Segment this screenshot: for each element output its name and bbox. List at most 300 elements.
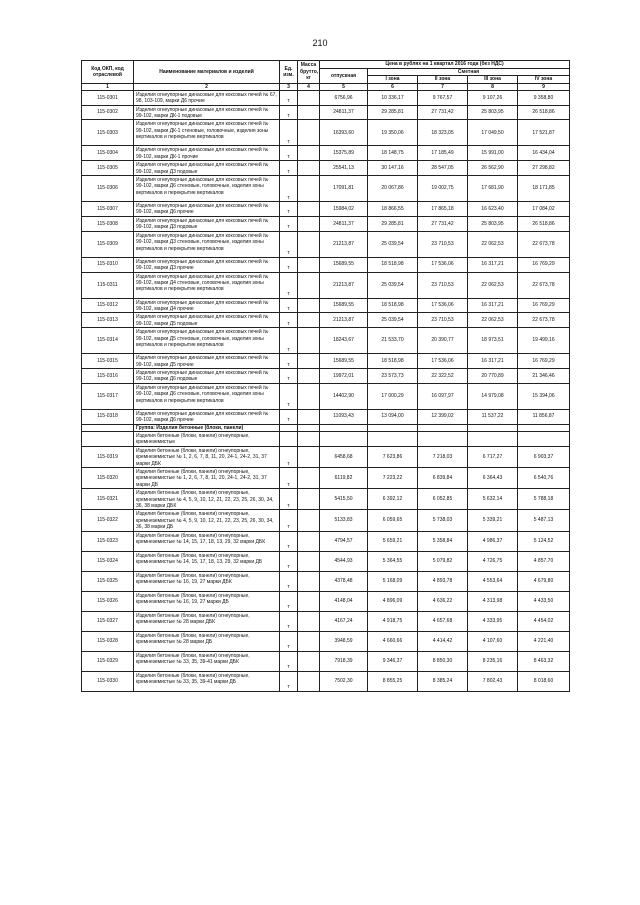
row-name: Изделия бетонные (блоки, панели) огнеупорные, кремнеземистые № 28 марки ДБ bbox=[134, 631, 280, 651]
row-zone4-price: 19 499,16 bbox=[518, 328, 570, 354]
row-mass bbox=[298, 591, 320, 611]
row-code: 115-0310 bbox=[82, 257, 134, 272]
row-name: Изделия огнеупорные динасовые для коксовых печей № 99-102, марки Д4 прочие bbox=[134, 298, 280, 313]
row-release-price: 5415,50 bbox=[320, 489, 368, 510]
row-unit: т bbox=[280, 328, 298, 354]
row-name: Изделия огнеупорные динасовые для коксовых печей № 99-102, марки Д3 подовые bbox=[134, 161, 280, 176]
row-zone1-price: 4 918,75 bbox=[368, 611, 418, 631]
row-mass bbox=[298, 257, 320, 272]
row-zone4-price: 11 856,87 bbox=[518, 409, 570, 424]
row-zone4-price: 16 434,04 bbox=[518, 146, 570, 161]
table-row bbox=[82, 231, 570, 257]
row-unit: т bbox=[280, 90, 298, 105]
row-mass bbox=[298, 90, 320, 105]
row-unit: т bbox=[280, 161, 298, 176]
row-zone4-price: 26 518,86 bbox=[518, 105, 570, 120]
row-mass bbox=[298, 631, 320, 651]
group-title: Группа: Изделия бетонные (блоки, панели) bbox=[134, 424, 280, 431]
row-name: Изделия бетонные (блоки, панели) огнеупорные, кремнеземистые № 1, 2, 6, 7, 8, 11, 20, 24-1, 24-2, 31, 37 марки ДБ bbox=[134, 468, 280, 489]
row-zone2-price: 17 185,49 bbox=[418, 146, 468, 161]
header-zone-4: IV зона bbox=[518, 76, 570, 83]
row-zone2-price: 4 657,68 bbox=[418, 611, 468, 631]
table-row bbox=[82, 313, 570, 328]
row-code: 115-0317 bbox=[82, 383, 134, 409]
row-release-price: 4794,57 bbox=[320, 531, 368, 551]
row-zone3-price: 16 623,40 bbox=[468, 202, 518, 217]
row-zone4-price: 17 084,02 bbox=[518, 202, 570, 217]
group-intro-row bbox=[82, 431, 570, 446]
row-release-price: 4148,04 bbox=[320, 591, 368, 611]
row-zone4-price: 21 346,46 bbox=[518, 368, 570, 383]
row-release-price: 14402,90 bbox=[320, 383, 368, 409]
row-unit: т bbox=[280, 383, 298, 409]
row-unit: т bbox=[280, 120, 298, 146]
row-name: Изделия огнеупорные динасовые для коксовых печей № 99-102, марки Д6 стеновые, головочные, изделия зоны вертикалов и перекрытие вертикалов bbox=[134, 383, 280, 409]
row-name: Изделия огнеупорные динасовые для коксовых печей № 99-102, марки Д6 подовые bbox=[134, 368, 280, 383]
table-row bbox=[82, 161, 570, 176]
row-zone4-price: 5 788,18 bbox=[518, 489, 570, 510]
header-name: Наименование материалов и изделий bbox=[134, 61, 280, 84]
row-zone4-price: 4 221,40 bbox=[518, 631, 570, 651]
column-number: 8 bbox=[468, 83, 518, 90]
row-name: Изделия огнеупорные динасовые для коксовых печей № 99-102, марки Д6 прочие bbox=[134, 409, 280, 424]
row-code: 115-0302 bbox=[82, 105, 134, 120]
row-code: 115-0329 bbox=[82, 651, 134, 671]
row-zone2-price: 27 731,42 bbox=[418, 105, 468, 120]
row-mass bbox=[298, 671, 320, 691]
row-code: 115-0318 bbox=[82, 409, 134, 424]
row-zone1-price: 18 518,98 bbox=[368, 298, 418, 313]
row-zone4-price: 6 903,37 bbox=[518, 446, 570, 467]
row-code: 115-0323 bbox=[82, 531, 134, 551]
column-number: 1 bbox=[82, 83, 134, 90]
row-zone3-price: 4 313,98 bbox=[468, 591, 518, 611]
row-name: Изделия бетонные (блоки, панели) огнеупорные, кремнеземистые № 1, 2, 6, 7, 8, 11, 20, 24-1, 24-2, 31, 37 марки ДБК bbox=[134, 446, 280, 467]
row-code: 115-0321 bbox=[82, 489, 134, 510]
row-code: 115-0301 bbox=[82, 90, 134, 105]
row-name: Изделия бетонные (блоки, панели) огнеупорные, кремнеземистые № 33, 35, 39-41 марки ДБК bbox=[134, 651, 280, 671]
row-zone3-price: 22 062,53 bbox=[468, 231, 518, 257]
group-intro: Изделия бетонные (блоки, панели) огнеупорные, кремнеземистые bbox=[134, 431, 280, 446]
row-zone2-price: 23 710,53 bbox=[418, 272, 468, 298]
row-zone4-price: 4 679,80 bbox=[518, 571, 570, 591]
row-unit: т bbox=[280, 176, 298, 202]
row-mass bbox=[298, 551, 320, 571]
row-code: 115-0311 bbox=[82, 272, 134, 298]
table-row bbox=[82, 328, 570, 354]
row-release-price: 6458,68 bbox=[320, 446, 368, 467]
row-mass bbox=[298, 313, 320, 328]
row-zone3-price: 26 562,90 bbox=[468, 161, 518, 176]
row-zone1-price: 13 094,00 bbox=[368, 409, 418, 424]
row-code: 115-0308 bbox=[82, 216, 134, 231]
row-name: Изделия бетонные (блоки, панели) огнеупорные, кремнеземистые № 28 марки ДБК bbox=[134, 611, 280, 631]
row-zone3-price: 6 364,43 bbox=[468, 468, 518, 489]
row-release-price: 24811,37 bbox=[320, 216, 368, 231]
row-unit: т bbox=[280, 551, 298, 571]
row-release-price: 5133,83 bbox=[320, 510, 368, 531]
row-zone2-price: 23 710,53 bbox=[418, 231, 468, 257]
row-zone2-price: 17 536,06 bbox=[418, 257, 468, 272]
row-zone1-price: 18 148,75 bbox=[368, 146, 418, 161]
row-zone4-price: 4 433,50 bbox=[518, 591, 570, 611]
row-zone4-price: 18 171,85 bbox=[518, 176, 570, 202]
row-zone2-price: 4 636,22 bbox=[418, 591, 468, 611]
row-release-price: 4378,48 bbox=[320, 571, 368, 591]
row-unit: т bbox=[280, 611, 298, 631]
header-estimate: Сметная bbox=[368, 69, 570, 76]
row-release-price: 21213,87 bbox=[320, 272, 368, 298]
row-mass bbox=[298, 354, 320, 369]
row-release-price: 3948,59 bbox=[320, 631, 368, 651]
row-release-price: 21213,87 bbox=[320, 313, 368, 328]
row-zone1-price: 9 346,37 bbox=[368, 651, 418, 671]
row-release-price: 15984,02 bbox=[320, 202, 368, 217]
row-zone4-price: 8 018,60 bbox=[518, 671, 570, 691]
row-unit: т bbox=[280, 313, 298, 328]
row-zone1-price: 4 896,09 bbox=[368, 591, 418, 611]
row-code: 115-0307 bbox=[82, 202, 134, 217]
table-row bbox=[82, 531, 570, 551]
row-zone3-price: 4 553,64 bbox=[468, 571, 518, 591]
row-zone1-price: 8 855,25 bbox=[368, 671, 418, 691]
row-zone3-price: 6 717,27 bbox=[468, 446, 518, 467]
row-code: 115-0306 bbox=[82, 176, 134, 202]
row-zone3-price: 25 803,95 bbox=[468, 216, 518, 231]
row-zone4-price: 16 769,29 bbox=[518, 257, 570, 272]
row-zone1-price: 7 223,22 bbox=[368, 468, 418, 489]
table-row bbox=[82, 272, 570, 298]
table-row bbox=[82, 90, 570, 105]
column-number: 7 bbox=[418, 83, 468, 90]
row-zone3-price: 5 339,21 bbox=[468, 510, 518, 531]
row-name: Изделия бетонные (блоки, панели) огнеупорные, кремнеземистые № 4, 5, 9, 10, 12, 21, 22, 23, 25, 26, 30, 34, 36, 38 марки ДБ bbox=[134, 510, 280, 531]
row-zone1-price: 25 039,54 bbox=[368, 272, 418, 298]
row-zone4-price: 27 298,82 bbox=[518, 161, 570, 176]
row-zone2-price: 17 865,18 bbox=[418, 202, 468, 217]
row-zone3-price: 20 770,89 bbox=[468, 368, 518, 383]
row-release-price: 25541,13 bbox=[320, 161, 368, 176]
row-unit: т bbox=[280, 354, 298, 369]
row-name: Изделия огнеупорные динасовые для коксовых печей № 99-102, марки Д5 подовые bbox=[134, 313, 280, 328]
row-code: 115-0324 bbox=[82, 551, 134, 571]
row-code: 115-0328 bbox=[82, 631, 134, 651]
row-mass bbox=[298, 611, 320, 631]
row-zone1-price: 18 518,98 bbox=[368, 257, 418, 272]
table-row bbox=[82, 671, 570, 691]
table-row bbox=[82, 571, 570, 591]
row-mass bbox=[298, 216, 320, 231]
row-release-price: 7502,30 bbox=[320, 671, 368, 691]
row-zone1-price: 23 573,73 bbox=[368, 368, 418, 383]
row-zone1-price: 18 518,98 bbox=[368, 354, 418, 369]
row-zone2-price: 9 767,57 bbox=[418, 90, 468, 105]
row-release-price: 24811,37 bbox=[320, 105, 368, 120]
row-zone4-price: 5 124,52 bbox=[518, 531, 570, 551]
table-row bbox=[82, 409, 570, 424]
row-unit: т bbox=[280, 531, 298, 551]
table-row bbox=[82, 176, 570, 202]
row-name: Изделия огнеупорные динасовые для коксовых печей № 99-102, марки ДК-1 подовые bbox=[134, 105, 280, 120]
row-zone2-price: 23 710,53 bbox=[418, 313, 468, 328]
row-release-price: 7918,39 bbox=[320, 651, 368, 671]
table-body-concrete bbox=[82, 446, 570, 691]
column-number: 4 bbox=[298, 83, 320, 90]
table-row bbox=[82, 354, 570, 369]
row-zone1-price: 5 659,21 bbox=[368, 531, 418, 551]
row-zone1-price: 5 364,55 bbox=[368, 551, 418, 571]
column-number: 3 bbox=[280, 83, 298, 90]
row-mass bbox=[298, 105, 320, 120]
row-name: Изделия бетонные (блоки, панели) огнеупорные, кремнеземистые № 16, 19, 27 марки ДБК bbox=[134, 571, 280, 591]
row-unit: т bbox=[280, 409, 298, 424]
table-row bbox=[82, 383, 570, 409]
row-unit: т bbox=[280, 105, 298, 120]
row-zone3-price: 15 991,00 bbox=[468, 146, 518, 161]
row-code: 115-0305 bbox=[82, 161, 134, 176]
row-zone2-price: 5 358,84 bbox=[418, 531, 468, 551]
table-row bbox=[82, 631, 570, 651]
row-code: 115-0315 bbox=[82, 354, 134, 369]
row-code: 115-0303 bbox=[82, 120, 134, 146]
row-zone4-price: 4 857,70 bbox=[518, 551, 570, 571]
row-zone2-price: 12 399,02 bbox=[418, 409, 468, 424]
row-name: Изделия огнеупорные динасовые для коксовых печей № 99-102, марки Д3 стеновые, головочные, изделия зоны вертикалов и перекрытие вертикалов bbox=[134, 231, 280, 257]
row-unit: т bbox=[280, 146, 298, 161]
row-zone1-price: 6 059,65 bbox=[368, 510, 418, 531]
row-code: 115-0330 bbox=[82, 671, 134, 691]
row-unit: т bbox=[280, 468, 298, 489]
row-name: Изделия огнеупорные динасовые для коксовых печей № 99-102, марки ДК-1 прочие bbox=[134, 146, 280, 161]
row-zone4-price: 16 769,29 bbox=[518, 354, 570, 369]
table-body-dinas bbox=[82, 90, 570, 424]
row-unit: т bbox=[280, 446, 298, 467]
row-zone4-price: 9 358,80 bbox=[518, 90, 570, 105]
table-row bbox=[82, 446, 570, 467]
row-code: 115-0304 bbox=[82, 146, 134, 161]
row-code: 115-0322 bbox=[82, 510, 134, 531]
row-unit: т bbox=[280, 202, 298, 217]
row-zone4-price: 16 769,29 bbox=[518, 298, 570, 313]
row-zone4-price: 4 454,02 bbox=[518, 611, 570, 631]
row-zone3-price: 14 979,08 bbox=[468, 383, 518, 409]
row-code: 115-0312 bbox=[82, 298, 134, 313]
group-title-row bbox=[82, 424, 570, 431]
row-unit: т bbox=[280, 257, 298, 272]
row-zone2-price: 8 385,24 bbox=[418, 671, 468, 691]
row-name: Изделия огнеупорные динасовые для коксовых печей № 99-102, марки Д3 подовые bbox=[134, 216, 280, 231]
row-mass bbox=[298, 272, 320, 298]
row-unit: т bbox=[280, 651, 298, 671]
header-zone-3: III зона bbox=[468, 76, 518, 83]
row-zone1-price: 29 285,81 bbox=[368, 216, 418, 231]
row-zone4-price: 26 518,86 bbox=[518, 216, 570, 231]
row-zone3-price: 4 726,75 bbox=[468, 551, 518, 571]
row-name: Изделия огнеупорные динасовые для коксовых печей № 99-102, марки Д5 прочие bbox=[134, 354, 280, 369]
row-zone2-price: 7 218,03 bbox=[418, 446, 468, 467]
row-release-price: 15375,89 bbox=[320, 146, 368, 161]
row-zone3-price: 4 986,37 bbox=[468, 531, 518, 551]
row-zone4-price: 8 463,32 bbox=[518, 651, 570, 671]
table-row bbox=[82, 368, 570, 383]
row-zone4-price: 5 487,13 bbox=[518, 510, 570, 531]
row-zone2-price: 19 002,75 bbox=[418, 176, 468, 202]
row-code: 115-0314 bbox=[82, 328, 134, 354]
row-release-price: 15689,55 bbox=[320, 257, 368, 272]
row-mass bbox=[298, 383, 320, 409]
row-unit: т bbox=[280, 231, 298, 257]
row-zone3-price: 16 317,21 bbox=[468, 298, 518, 313]
row-mass bbox=[298, 202, 320, 217]
row-zone4-price: 17 521,87 bbox=[518, 120, 570, 146]
table-row bbox=[82, 489, 570, 510]
row-zone2-price: 22 322,52 bbox=[418, 368, 468, 383]
table-row bbox=[82, 202, 570, 217]
row-mass bbox=[298, 510, 320, 531]
header-release: отпускная bbox=[320, 69, 368, 84]
row-code: 115-0313 bbox=[82, 313, 134, 328]
table-row bbox=[82, 611, 570, 631]
row-zone1-price: 19 350,06 bbox=[368, 120, 418, 146]
header-unit: Ед. изм. bbox=[280, 61, 298, 84]
row-zone3-price: 17 049,50 bbox=[468, 120, 518, 146]
row-name: Изделия огнеупорные динасовые для коксовых печей № 99-102, марки Д3 прочие bbox=[134, 257, 280, 272]
row-zone2-price: 28 547,05 bbox=[418, 161, 468, 176]
row-release-price: 15689,55 bbox=[320, 298, 368, 313]
row-zone3-price: 9 107,26 bbox=[468, 90, 518, 105]
row-unit: т bbox=[280, 489, 298, 510]
row-unit: т bbox=[280, 368, 298, 383]
row-zone3-price: 5 632,14 bbox=[468, 489, 518, 510]
row-zone3-price: 8 235,16 bbox=[468, 651, 518, 671]
row-name: Изделия бетонные (блоки, панели) огнеупорные, кремнеземистые № 14, 15, 17, 18, 13, 29, 32 марки ДБ bbox=[134, 551, 280, 571]
row-release-price: 4167,24 bbox=[320, 611, 368, 631]
row-release-price: 19972,01 bbox=[320, 368, 368, 383]
row-code: 115-0309 bbox=[82, 231, 134, 257]
row-zone2-price: 6 839,84 bbox=[418, 468, 468, 489]
row-mass bbox=[298, 176, 320, 202]
row-zone2-price: 16 097,97 bbox=[418, 383, 468, 409]
row-release-price: 4544,93 bbox=[320, 551, 368, 571]
table-row bbox=[82, 146, 570, 161]
row-release-price: 17091,81 bbox=[320, 176, 368, 202]
row-name: Изделия бетонные (блоки, панели) огнеупорные, кремнеземистые № 33, 35, 39-41 марки ДБ bbox=[134, 671, 280, 691]
row-name: Изделия огнеупорные динасовые для коксовых печей № 99-102, марки Д4 стеновые, головочные, изделия зоны вертикалов и перекрытие вертикалов bbox=[134, 272, 280, 298]
table-row bbox=[82, 216, 570, 231]
table-row bbox=[82, 468, 570, 489]
row-release-price: 6756,96 bbox=[320, 90, 368, 105]
row-zone2-price: 27 731,42 bbox=[418, 216, 468, 231]
row-release-price: 15689,55 bbox=[320, 354, 368, 369]
column-numbers-row bbox=[82, 83, 570, 90]
row-zone3-price: 11 537,22 bbox=[468, 409, 518, 424]
row-release-price: 18243,67 bbox=[320, 328, 368, 354]
row-name: Изделия бетонные (блоки, панели) огнеупорные, кремнеземистые № 4, 5, 9, 10, 12, 21, 22, 23, 25, 26, 30, 34, 36, 38 марки ДБК bbox=[134, 489, 280, 510]
row-mass bbox=[298, 531, 320, 551]
row-mass bbox=[298, 120, 320, 146]
page-number: 210 bbox=[312, 38, 328, 48]
table-row bbox=[82, 120, 570, 146]
row-zone3-price: 7 802,43 bbox=[468, 671, 518, 691]
price-table bbox=[81, 60, 570, 692]
row-zone2-price: 8 850,30 bbox=[418, 651, 468, 671]
table-row bbox=[82, 651, 570, 671]
row-zone4-price: 22 673,78 bbox=[518, 231, 570, 257]
header-mass: Масса брутто, кг bbox=[298, 61, 320, 84]
column-number: 6 bbox=[368, 83, 418, 90]
row-unit: т bbox=[280, 510, 298, 531]
row-zone1-price: 17 000,29 bbox=[368, 383, 418, 409]
row-mass bbox=[298, 468, 320, 489]
row-unit: т bbox=[280, 272, 298, 298]
row-zone1-price: 7 623,86 bbox=[368, 446, 418, 467]
table-row bbox=[82, 510, 570, 531]
table-row bbox=[82, 257, 570, 272]
row-code: 115-0326 bbox=[82, 591, 134, 611]
row-code: 115-0327 bbox=[82, 611, 134, 631]
header-zone-2: II зона bbox=[418, 76, 468, 83]
row-mass bbox=[298, 489, 320, 510]
row-name: Изделия огнеупорные динасовые для коксовых печей № 67, 98, 103-109, марки Д6 прочие bbox=[134, 90, 280, 105]
table-row bbox=[82, 591, 570, 611]
row-zone1-price: 4 660,66 bbox=[368, 631, 418, 651]
column-number: 9 bbox=[518, 83, 570, 90]
row-unit: т bbox=[280, 298, 298, 313]
table-row bbox=[82, 551, 570, 571]
row-unit: т bbox=[280, 591, 298, 611]
row-zone3-price: 22 062,53 bbox=[468, 313, 518, 328]
row-zone4-price: 22 673,78 bbox=[518, 313, 570, 328]
row-zone2-price: 6 052,85 bbox=[418, 489, 468, 510]
row-name: Изделия огнеупорные динасовые для коксовых печей № 99-102, марки Д6 прочие bbox=[134, 202, 280, 217]
row-name: Изделия огнеупорные динасовые для коксовых печей № 99-102, марки ДК-1 стеновые, головочные, изделия зоны вертикалов и перекрытие вертикалов bbox=[134, 120, 280, 146]
column-number: 2 bbox=[134, 83, 280, 90]
row-zone1-price: 21 533,70 bbox=[368, 328, 418, 354]
row-zone1-price: 25 039,54 bbox=[368, 231, 418, 257]
row-release-price: 11093,43 bbox=[320, 409, 368, 424]
row-mass bbox=[298, 368, 320, 383]
row-unit: т bbox=[280, 671, 298, 691]
row-mass bbox=[298, 409, 320, 424]
row-release-price: 16393,60 bbox=[320, 120, 368, 146]
row-zone1-price: 29 285,81 bbox=[368, 105, 418, 120]
row-mass bbox=[298, 161, 320, 176]
row-zone2-price: 5 079,82 bbox=[418, 551, 468, 571]
row-unit: т bbox=[280, 216, 298, 231]
row-zone3-price: 4 333,95 bbox=[468, 611, 518, 631]
row-zone1-price: 18 866,55 bbox=[368, 202, 418, 217]
row-zone3-price: 22 062,53 bbox=[468, 272, 518, 298]
row-zone1-price: 5 168,09 bbox=[368, 571, 418, 591]
row-zone3-price: 16 317,21 bbox=[468, 354, 518, 369]
row-zone4-price: 15 394,06 bbox=[518, 383, 570, 409]
row-zone3-price: 4 107,60 bbox=[468, 631, 518, 651]
row-zone2-price: 4 414,42 bbox=[418, 631, 468, 651]
row-zone1-price: 6 392,12 bbox=[368, 489, 418, 510]
row-release-price: 21213,87 bbox=[320, 231, 368, 257]
row-mass bbox=[298, 328, 320, 354]
table-row bbox=[82, 105, 570, 120]
table-row bbox=[82, 298, 570, 313]
row-name: Изделия огнеупорные динасовые для коксовых печей № 99-102, марки Д5 стеновые, головочные, изделия зоны вертикалов и перекрытие вертикалов bbox=[134, 328, 280, 354]
row-code: 115-0325 bbox=[82, 571, 134, 591]
group-section bbox=[82, 424, 570, 446]
row-mass bbox=[298, 298, 320, 313]
row-zone2-price: 4 893,78 bbox=[418, 571, 468, 591]
row-zone2-price: 5 738,03 bbox=[418, 510, 468, 531]
row-zone4-price: 22 673,78 bbox=[518, 272, 570, 298]
row-zone3-price: 17 681,90 bbox=[468, 176, 518, 202]
